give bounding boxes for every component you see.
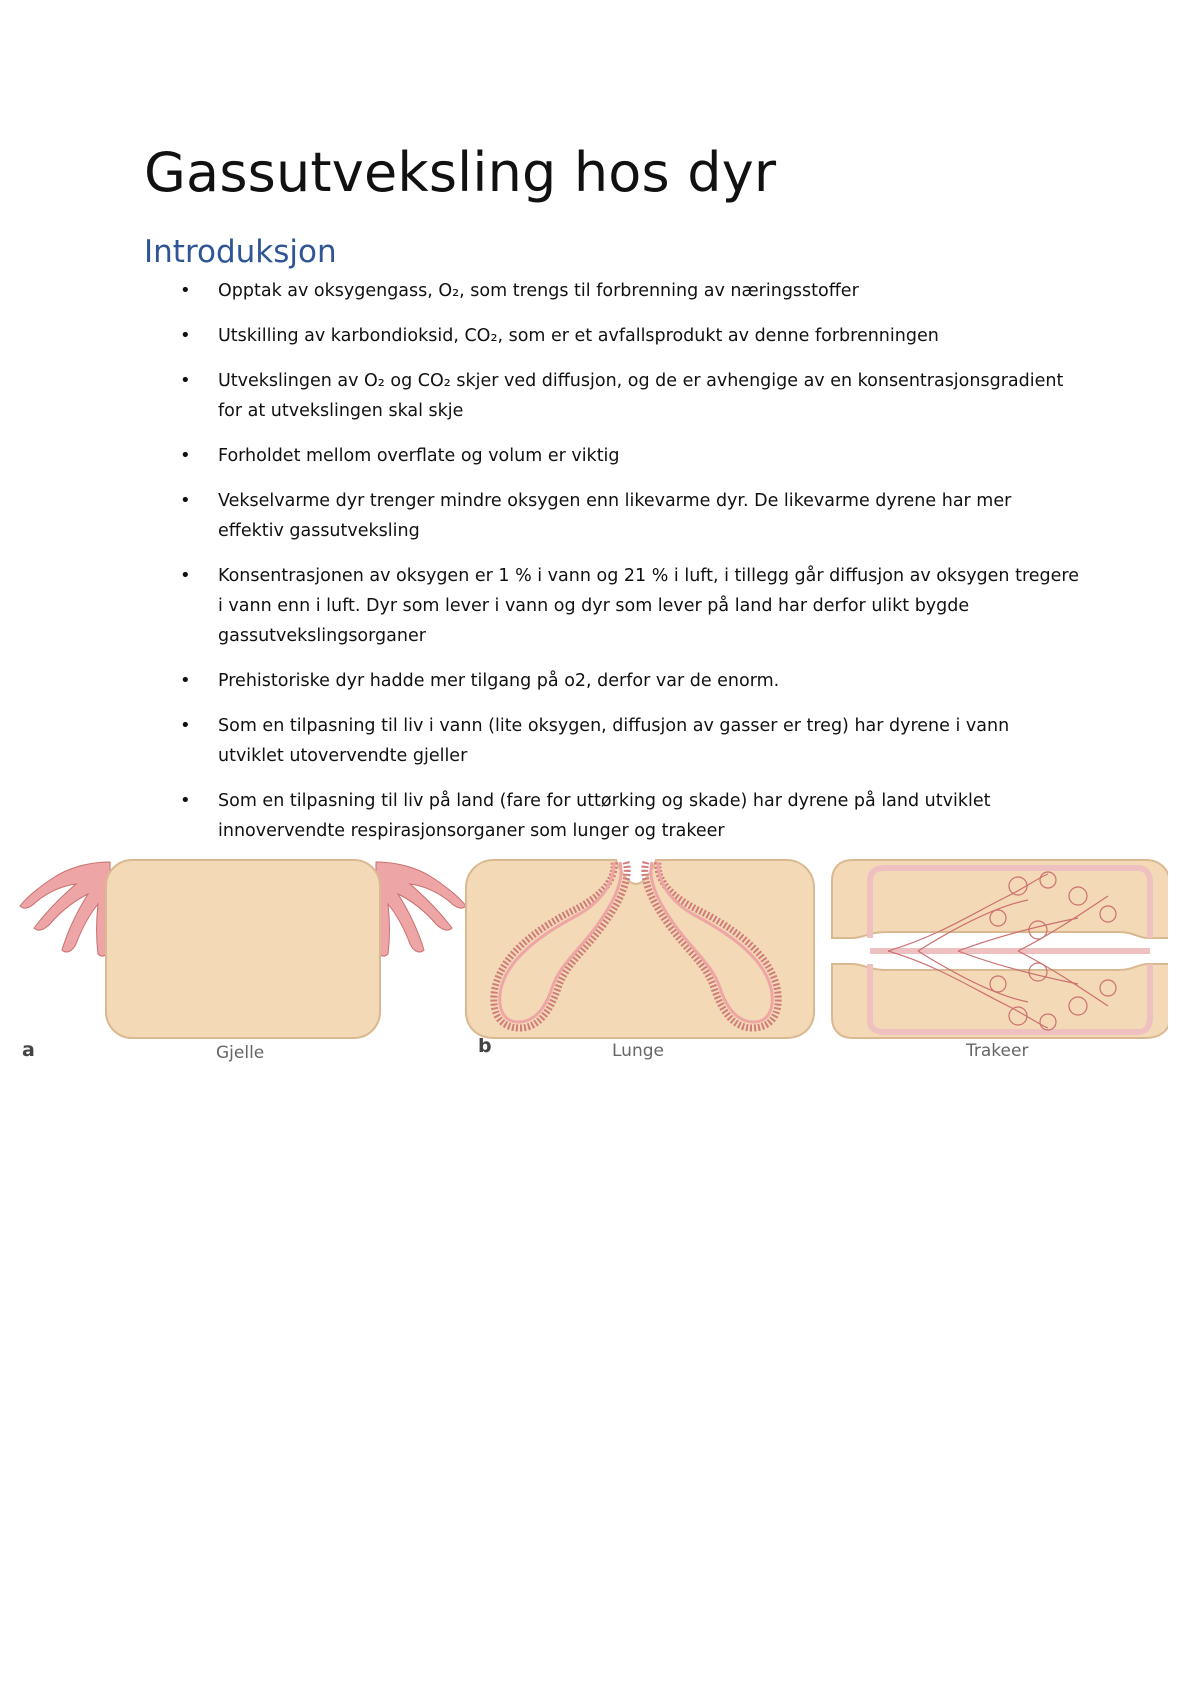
list-item	[180, 786, 1080, 846]
bullet-list	[180, 276, 1080, 861]
trachea-body-bottom	[832, 964, 1168, 1038]
gill-body	[106, 860, 380, 1038]
bullet-icon: •	[180, 790, 191, 811]
bullet-text: Konsentrasjonen av oksygen er 1 % i vann og 21 % i luft, i tillegg går diffusjon av oksygen tregere i vann enn i luft. Dyr som lever i vann og dyr som lever på land har derfor ulikt bygde gassutvekslingsorganer	[218, 566, 1079, 646]
bullet-text: Som en tilpasning til liv på land (fare for uttørking og skade) har dyrene på land utviklet innovervendte respirasjonsorganer som lunger og trakeer	[218, 791, 991, 841]
label-gjelle: Gjelle	[216, 1043, 265, 1063]
bullet-text: Utvekslingen av O₂ og CO₂ skjer ved diffusjon, og de er avhengige av en konsentrasjonsgradient for at utvekslingen skal skje	[218, 371, 1064, 421]
respiratory-organs-figure	[18, 856, 1168, 1066]
right-gill-filaments	[376, 862, 466, 956]
list-item	[180, 486, 1080, 546]
bullet-icon: •	[180, 325, 191, 346]
list-item	[180, 366, 1080, 426]
bullet-icon: •	[180, 670, 191, 691]
bullet-icon: •	[180, 565, 191, 586]
lung-body	[466, 860, 814, 1038]
bullet-text: Prehistoriske dyr hadde mer tilgang på o2, derfor var de enorm.	[218, 671, 780, 691]
list-item	[180, 321, 1080, 351]
list-item	[180, 666, 1080, 696]
panel-letter-b: b	[478, 1035, 492, 1057]
bullet-icon: •	[180, 370, 191, 391]
bullet-text: Utskilling av karbondioksid, CO₂, som er et avfallsprodukt av denne forbrenningen	[218, 326, 939, 346]
bullet-icon: •	[180, 490, 191, 511]
bullet-text: Som en tilpasning til liv i vann (lite oksygen, diffusjon av gasser er treg) har dyrene i vann utviklet utovervendte gjeller	[218, 716, 1010, 766]
list-item	[180, 711, 1080, 771]
section-heading: Introduksjon	[144, 234, 337, 270]
left-gill-filaments	[20, 862, 110, 956]
page-title: Gassutveksling hos dyr	[144, 141, 777, 204]
list-item	[180, 276, 1080, 306]
bullet-text: Vekselvarme dyr trenger mindre oksygen enn likevarme dyr. De likevarme dyrene har mer effektiv gassutveksling	[218, 491, 1012, 541]
bullet-icon: •	[180, 445, 191, 466]
bullet-text: Forholdet mellom overflate og volum er viktig	[218, 446, 620, 466]
list-item	[180, 441, 1080, 471]
bullet-text: Opptak av oksygengass, O₂, som trengs til forbrenning av næringsstoffer	[218, 281, 859, 301]
trachea-panel	[832, 860, 1168, 1061]
gill-panel	[20, 860, 466, 1063]
bullet-icon: •	[180, 280, 191, 301]
list-item	[180, 561, 1080, 651]
panel-letter-a: a	[22, 1039, 35, 1061]
label-trakeer: Trakeer	[966, 1041, 1029, 1061]
lung-panel	[466, 860, 814, 1061]
bullet-icon: •	[180, 715, 191, 736]
label-lunge: Lunge	[612, 1041, 664, 1061]
